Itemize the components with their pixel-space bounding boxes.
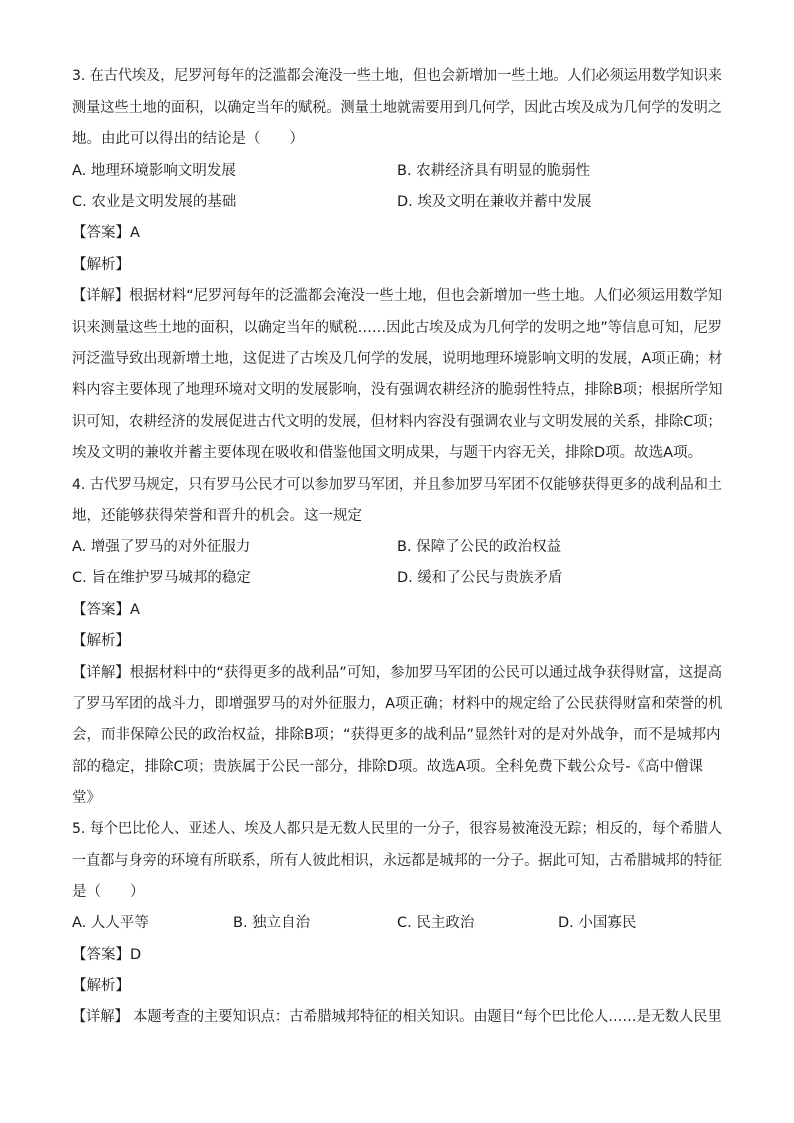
q4-answer: 【答案】A bbox=[72, 602, 140, 618]
q4-option-a: A. 增强了罗马的对外征服力 bbox=[72, 539, 251, 555]
q3-detail-line: 料内容主要体现了地理环境对文明的发展影响，没有强调农耕经济的脆弱性特点，排除B项；根据所学知 bbox=[72, 382, 723, 398]
q4-option-d: D. 缓和了公民与贵族矛盾 bbox=[397, 570, 563, 586]
q5-option-c: C. 民主政治 bbox=[397, 915, 475, 931]
q3-stem-line: 测量这些土地的面积，以确定当年的赋税。测量土地就需要用到几何学，因此古埃及成为几何学的发明之 bbox=[72, 100, 722, 116]
q5-option-d: D. 小国寡民 bbox=[558, 915, 637, 931]
q5-stem-line: 一直都与身旁的环境有所联系，所有人彼此相识，永远都是城邦的一分子。据此可知，古希腊城邦的特征 bbox=[72, 853, 722, 869]
q4-stem-line: 地，还能够获得荣誉和晋升的机会。这一规定 bbox=[72, 508, 362, 524]
q4-analysis-label: 【解析】 bbox=[72, 633, 130, 649]
q3-detail-line: 埃及文明的兼收并蓄主要体现在吸收和借鉴他国文明成果，与题干内容无关，排除D项。故选A项。 bbox=[72, 445, 703, 461]
q5-option-a: A. 人人平等 bbox=[72, 915, 149, 931]
q5-answer: 【答案】D bbox=[72, 947, 142, 963]
q4-detail-line: 部的稳定，排除C项；贵族属于公民一部分，排除D项。故选A项。全科免费下载公众号-《高中僧课 bbox=[72, 759, 703, 775]
q5-stem-line: 5. 每个巴比伦人、亚述人、埃及人都只是无数人民里的一分子，很容易被淹没无踪；相反的，每个希腊人 bbox=[72, 821, 722, 837]
q4-stem-line: 4. 古代罗马规定，只有罗马公民才可以参加罗马军团，并且参加罗马军团不仅能够获得更多的战利品和土 bbox=[72, 477, 722, 493]
q3-stem-line: 地。由此可以得出的结论是（ ） bbox=[72, 131, 304, 147]
q5-analysis-label: 【解析】 bbox=[72, 978, 130, 994]
q3-detail-line: 河泛滥导致出现新增土地，这促进了古埃及几何学的发展，说明地理环境影响文明的发展，A项正确；材 bbox=[72, 351, 723, 367]
q3-detail-line: 识可知，农耕经济的发展促进古代文明的发展，但材料内容没有强调农业与文明发展的关系，排除C项； bbox=[72, 414, 722, 430]
q4-detail-line: 堂》 bbox=[72, 790, 101, 806]
q5-detail-line: 【详解】 本题考查的主要知识点：古希腊城邦特征的相关知识。由题目“每个巴比伦人……是无数人民里 bbox=[72, 1009, 722, 1025]
q4-detail-line: 会，而非保障公民的政治权益，排除B项；“获得更多的战利品”显然针对的是对外战争，而不是城邦内 bbox=[72, 727, 721, 743]
q4-option-c: C. 旨在维护罗马城邦的稳定 bbox=[72, 570, 251, 586]
q3-answer: 【答案】A bbox=[72, 225, 140, 241]
q3-option-c: C. 农业是文明发展的基础 bbox=[72, 194, 237, 210]
q3-stem-line: 3. 在古代埃及，尼罗河每年的泛滥都会淹没一些土地，但也会新增加一些土地。人们必须运用数学知识来 bbox=[72, 68, 722, 84]
q3-option-d: D. 埃及文明在兼收并蓄中发展 bbox=[397, 194, 592, 210]
q3-option-b: B. 农耕经济具有明显的脆弱性 bbox=[397, 163, 591, 179]
q3-analysis-label: 【解析】 bbox=[72, 257, 130, 273]
q4-detail-line: 【详解】根据材料中的“获得更多的战利品”可知，参加罗马军团的公民可以通过战争获得财富，这提高 bbox=[72, 665, 723, 681]
q4-detail-line: 了罗马军团的战斗力，即增强罗马的对外征服力，A项正确；材料中的规定给了公民获得财富和荣誉的机 bbox=[72, 696, 723, 712]
q4-option-b: B. 保障了公民的政治权益 bbox=[397, 539, 562, 555]
q3-detail-line: 识来测量这些土地的面积，以确定当年的赋税……因此古埃及成为几何学的发明之地”等信息可知，尼罗 bbox=[72, 320, 723, 336]
q3-option-a: A. 地理环境影响文明发展 bbox=[72, 163, 236, 179]
q3-detail-line: 【详解】根据材料“尼罗河每年的泛滥都会淹没一些土地，但也会新增加一些土地。人们必须运用数学知 bbox=[72, 288, 723, 304]
q5-stem-line: 是（ ） bbox=[72, 884, 145, 900]
q5-option-b: B. 独立自治 bbox=[233, 915, 311, 931]
